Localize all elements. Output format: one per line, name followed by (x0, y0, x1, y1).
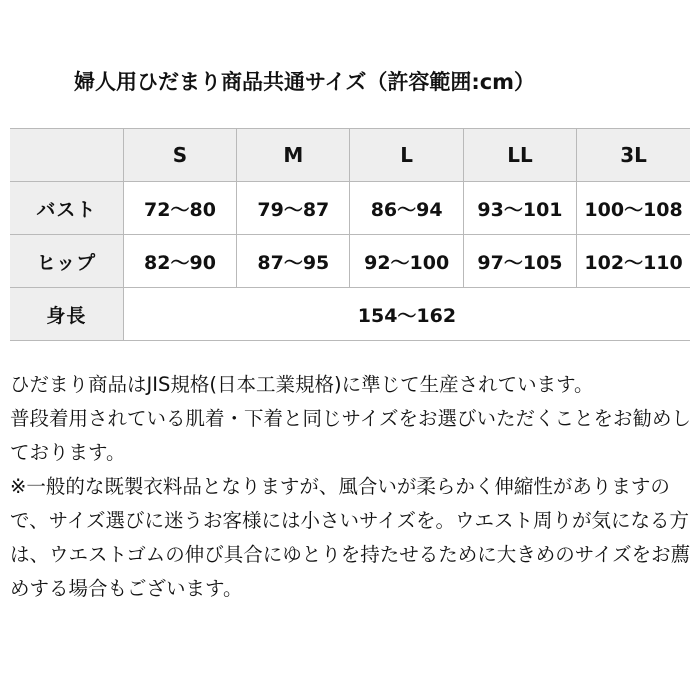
row-header-bust: バスト (10, 182, 123, 235)
note-line-1: ひだまり商品はJIS規格(日本工業規格)に準じて生産されています。 (10, 373, 594, 396)
cell-bust-3l: 100〜108 (577, 182, 690, 235)
table-header-row (10, 129, 690, 182)
table-corner-cell (10, 129, 123, 182)
column-header-s: S (123, 129, 236, 182)
column-header-m: M (237, 129, 350, 182)
note-line-2: 普段着用されている肌着・下着と同じサイズをお選びいただくことをお勧めしております。 (10, 407, 691, 464)
table-row (10, 182, 690, 235)
cell-hip-3l: 102〜110 (577, 235, 690, 288)
cell-hip-s: 82〜90 (123, 235, 236, 288)
notes-block (10, 368, 694, 606)
table-row (10, 288, 690, 341)
cell-hip-ll: 97〜105 (463, 235, 576, 288)
column-header-ll: LL (463, 129, 576, 182)
column-header-l: L (350, 129, 463, 182)
cell-bust-s: 72〜80 (123, 182, 236, 235)
note-line-3: ※一般的な既製衣料品となりますが、風合いが柔らかく伸縮性がありますので、サイズ選びに迷うお客様には小さいサイズを。ウエスト周りが気になる方は、ウエストゴムの伸び具合にゆとりを持たせるために大きめのサイズをお薦めする場合もございます。 (10, 475, 691, 600)
column-header-3l: 3L (577, 129, 690, 182)
row-header-hip: ヒップ (10, 235, 123, 288)
page-title: 婦人用ひだまり商品共通サイズ（許容範囲:cm） (74, 70, 536, 94)
cell-bust-l: 86〜94 (350, 182, 463, 235)
row-header-height: 身長 (10, 288, 123, 341)
cell-hip-l: 92〜100 (350, 235, 463, 288)
size-table (10, 128, 690, 341)
cell-bust-ll: 93〜101 (463, 182, 576, 235)
cell-hip-m: 87〜95 (237, 235, 350, 288)
table-row (10, 235, 690, 288)
cell-height-all: 154〜162 (123, 288, 690, 341)
cell-bust-m: 79〜87 (237, 182, 350, 235)
